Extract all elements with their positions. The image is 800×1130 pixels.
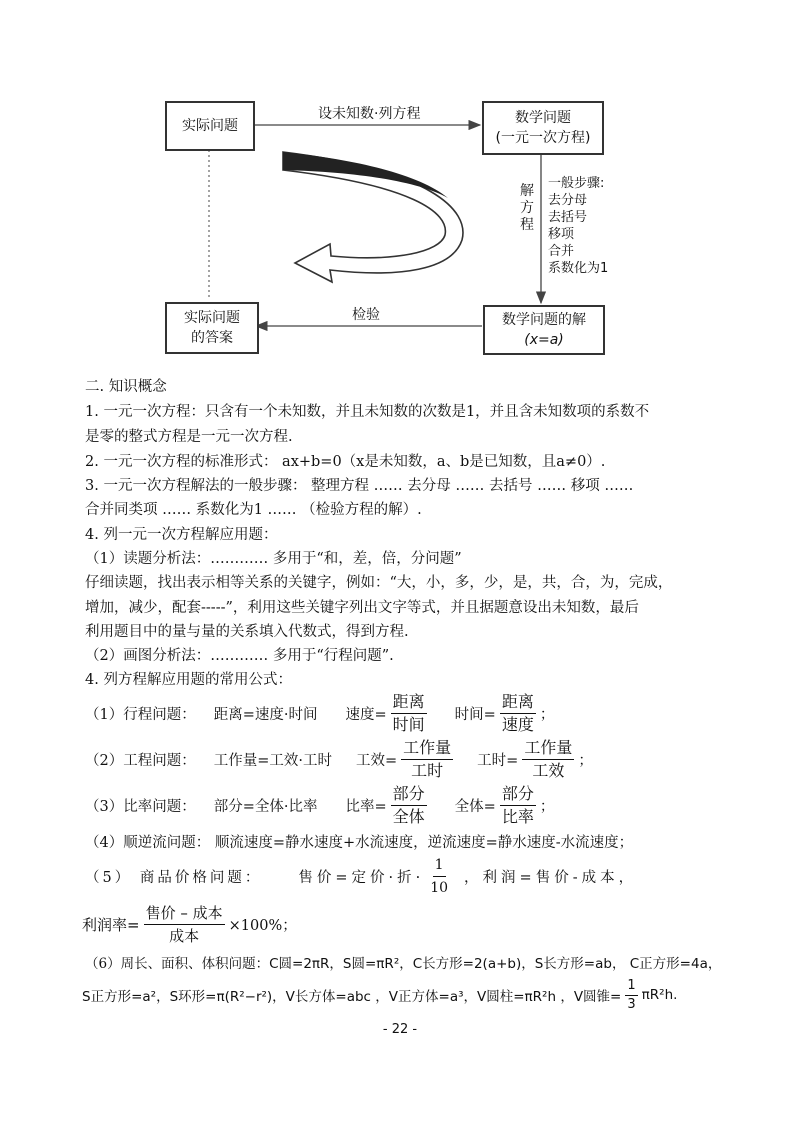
box-math-problem-line2: (一元一次方程) [495,130,591,146]
fraction-numerator: 部分 [500,783,536,806]
fraction-numerator: 售价 – 成本 [144,902,225,925]
paragraph-4: 4. 列一元一次方程解应用题： [85,527,278,543]
arrow-top-label: 设未知数·列方程 [318,106,421,122]
fraction-denominator: 速度 [501,714,534,734]
box-real-problem-text: 实际问题 [182,118,238,134]
formula-label: （2）工程问题： [85,752,196,769]
formula-label: （3）比率问题： [85,798,196,815]
paragraph-4-1a: 仔细读题，找出表示相等关系的关键字，例如：“大，小，多，少，是，共，合，为，完成， [85,575,673,591]
paragraph-1b: 是零的整式方程是一元一次方程. [85,429,293,445]
fraction [522,737,574,782]
fraction-denominator: 工效 [532,760,565,780]
paragraph-4-1b: 增加，减少，配套-----”，利用这些关键字列出文字等式，并且据题意设出未知数，最后 [85,600,639,616]
formula-text: πR²h. [641,987,678,1003]
fraction-numerator: 距离 [391,691,427,714]
formula-label: （6）周长、面积、体积问题： [85,956,270,972]
formula-text: 全体= [454,798,496,815]
fraction-numerator: 工作量 [401,737,453,760]
page-number: - 22 - [382,1022,418,1037]
box-real-problem [165,101,255,151]
steps-item: 去括号 [548,210,588,225]
formula-text: 工作量=工效·工时 [213,752,332,769]
fraction [144,902,225,947]
formula-text: 比率= [345,798,387,815]
fraction-numerator: 距离 [500,691,536,714]
fraction-numerator: 1 [625,977,637,996]
fraction [401,737,453,782]
steps-item: 合并 [548,244,575,259]
steps-item: 一般步骤: [548,176,605,191]
formula-text: 工时= [477,752,519,769]
fraction-denominator: 比率 [501,806,534,826]
formula-text: ； [539,706,555,723]
formula-text: 距离=速度·时间 [213,706,318,723]
fraction [391,691,427,736]
section-title: 二. 知识概念 [85,379,167,395]
fraction-numerator: 工作量 [522,737,574,760]
paragraph-4-1c: 利用题目中的量与量的关系填入代数式，得到方程. [85,624,409,640]
paragraph-4-2: （2）画图分析法：………… 多用于“行程问题”. [85,648,394,664]
steps-item: 去分母 [548,193,588,208]
formula-geometry-line1 [85,952,721,972]
fraction-numerator: 部分 [391,783,427,806]
arrow-bottom-label: 检验 [352,307,380,323]
arrow-right-char: 解 [520,183,534,199]
formula-text: S正方形=a²，S环形=π(R²−r²)，V长方体=abc ，V正方体=a³，V圆柱=πR²h ，V圆锥= [82,989,622,1005]
fraction [391,783,427,828]
box-answer-line2: 的答案 [191,330,233,346]
formula-travel [85,688,554,738]
formula-text: 利润率= [82,915,140,934]
formula-text: 速度= [345,706,387,723]
paragraph-4-1: （1）读题分析法：………… 多用于“和，差，倍，分问题” [85,551,462,567]
fraction-numerator: 1 [433,854,446,877]
fraction-denominator: 时间 [392,714,425,734]
fraction-denominator: 全体 [392,806,425,826]
box-solution-line1: 数学问题的解 [502,312,586,328]
box-math-problem-line1: 数学问题 [515,110,571,126]
formula-work [85,734,593,784]
formula-geometry-line2 [82,972,677,1018]
paragraph-3b: 合并同类项 …… 系数化为1 …… （检验方程的解）. [85,502,422,518]
box-answer [165,302,259,354]
formula-price [85,852,637,900]
formula-label: （1）行程问题： [85,706,196,723]
fraction-denominator: 10 [430,879,449,896]
fraction [428,854,450,899]
steps-item: 移项 [548,227,575,242]
diagram-connectors [0,0,800,370]
fraction [500,691,536,736]
fraction-denominator: 3 [627,996,636,1012]
formula-text: 部分=全体·比率 [213,798,318,815]
formula-text: C圆=2πR，S圆=πR²，C长方形=2(a+b)，S长方形=ab， C正方形=4a， [269,956,722,972]
paragraph-5: 4. 列方程解应用题的常用公式： [85,672,292,688]
formula-ratio [85,780,554,830]
fraction-denominator: 工时 [411,760,444,780]
fraction [500,783,536,828]
steps-item: 系数化为1 [548,261,609,276]
box-math-problem [482,101,604,155]
arrow-right-label [520,183,534,234]
box-solution [483,305,605,355]
formula-text: ； [578,752,593,769]
formula-text: 售价=定价·折· [298,869,425,886]
formula-profit-rate [82,900,297,948]
paragraph-3a: 3. 一元一次方程解法的一般步骤： 整理方程 …… 去分母 …… 去括号 …… 移项 …… [85,478,634,494]
arrow-right-char: 方 [520,200,534,216]
formula-text: ×100%； [228,917,297,934]
box-solution-line2: (x=a) [524,332,564,348]
fraction [625,977,637,1014]
formula-text: ，利润=售价-成本， [464,869,638,886]
formula-label: （5） 商品价格问题： [85,869,263,886]
formula-text: ； [539,798,555,815]
formula-text: 工效= [356,752,398,769]
paragraph-1a: 1. 一元一次方程：只含有一个未知数，并且未知数的次数是1，并且含未知数项的系数不 [85,404,650,420]
formula-text: 时间= [454,706,496,723]
paragraph-2: 2. 一元一次方程的标准形式： ax+b=0（x是未知数，a、b是已知数，且a≠0）. [85,454,606,470]
arrow-right-char: 程 [520,217,534,233]
formula-stream: （4）顺逆流问题： 顺流速度=静水速度+水流速度，逆流速度=静水速度-水流速度； [85,835,634,851]
steps-list [548,175,608,277]
fraction-denominator: 成本 [169,926,200,945]
box-answer-line1: 实际问题 [184,310,240,326]
